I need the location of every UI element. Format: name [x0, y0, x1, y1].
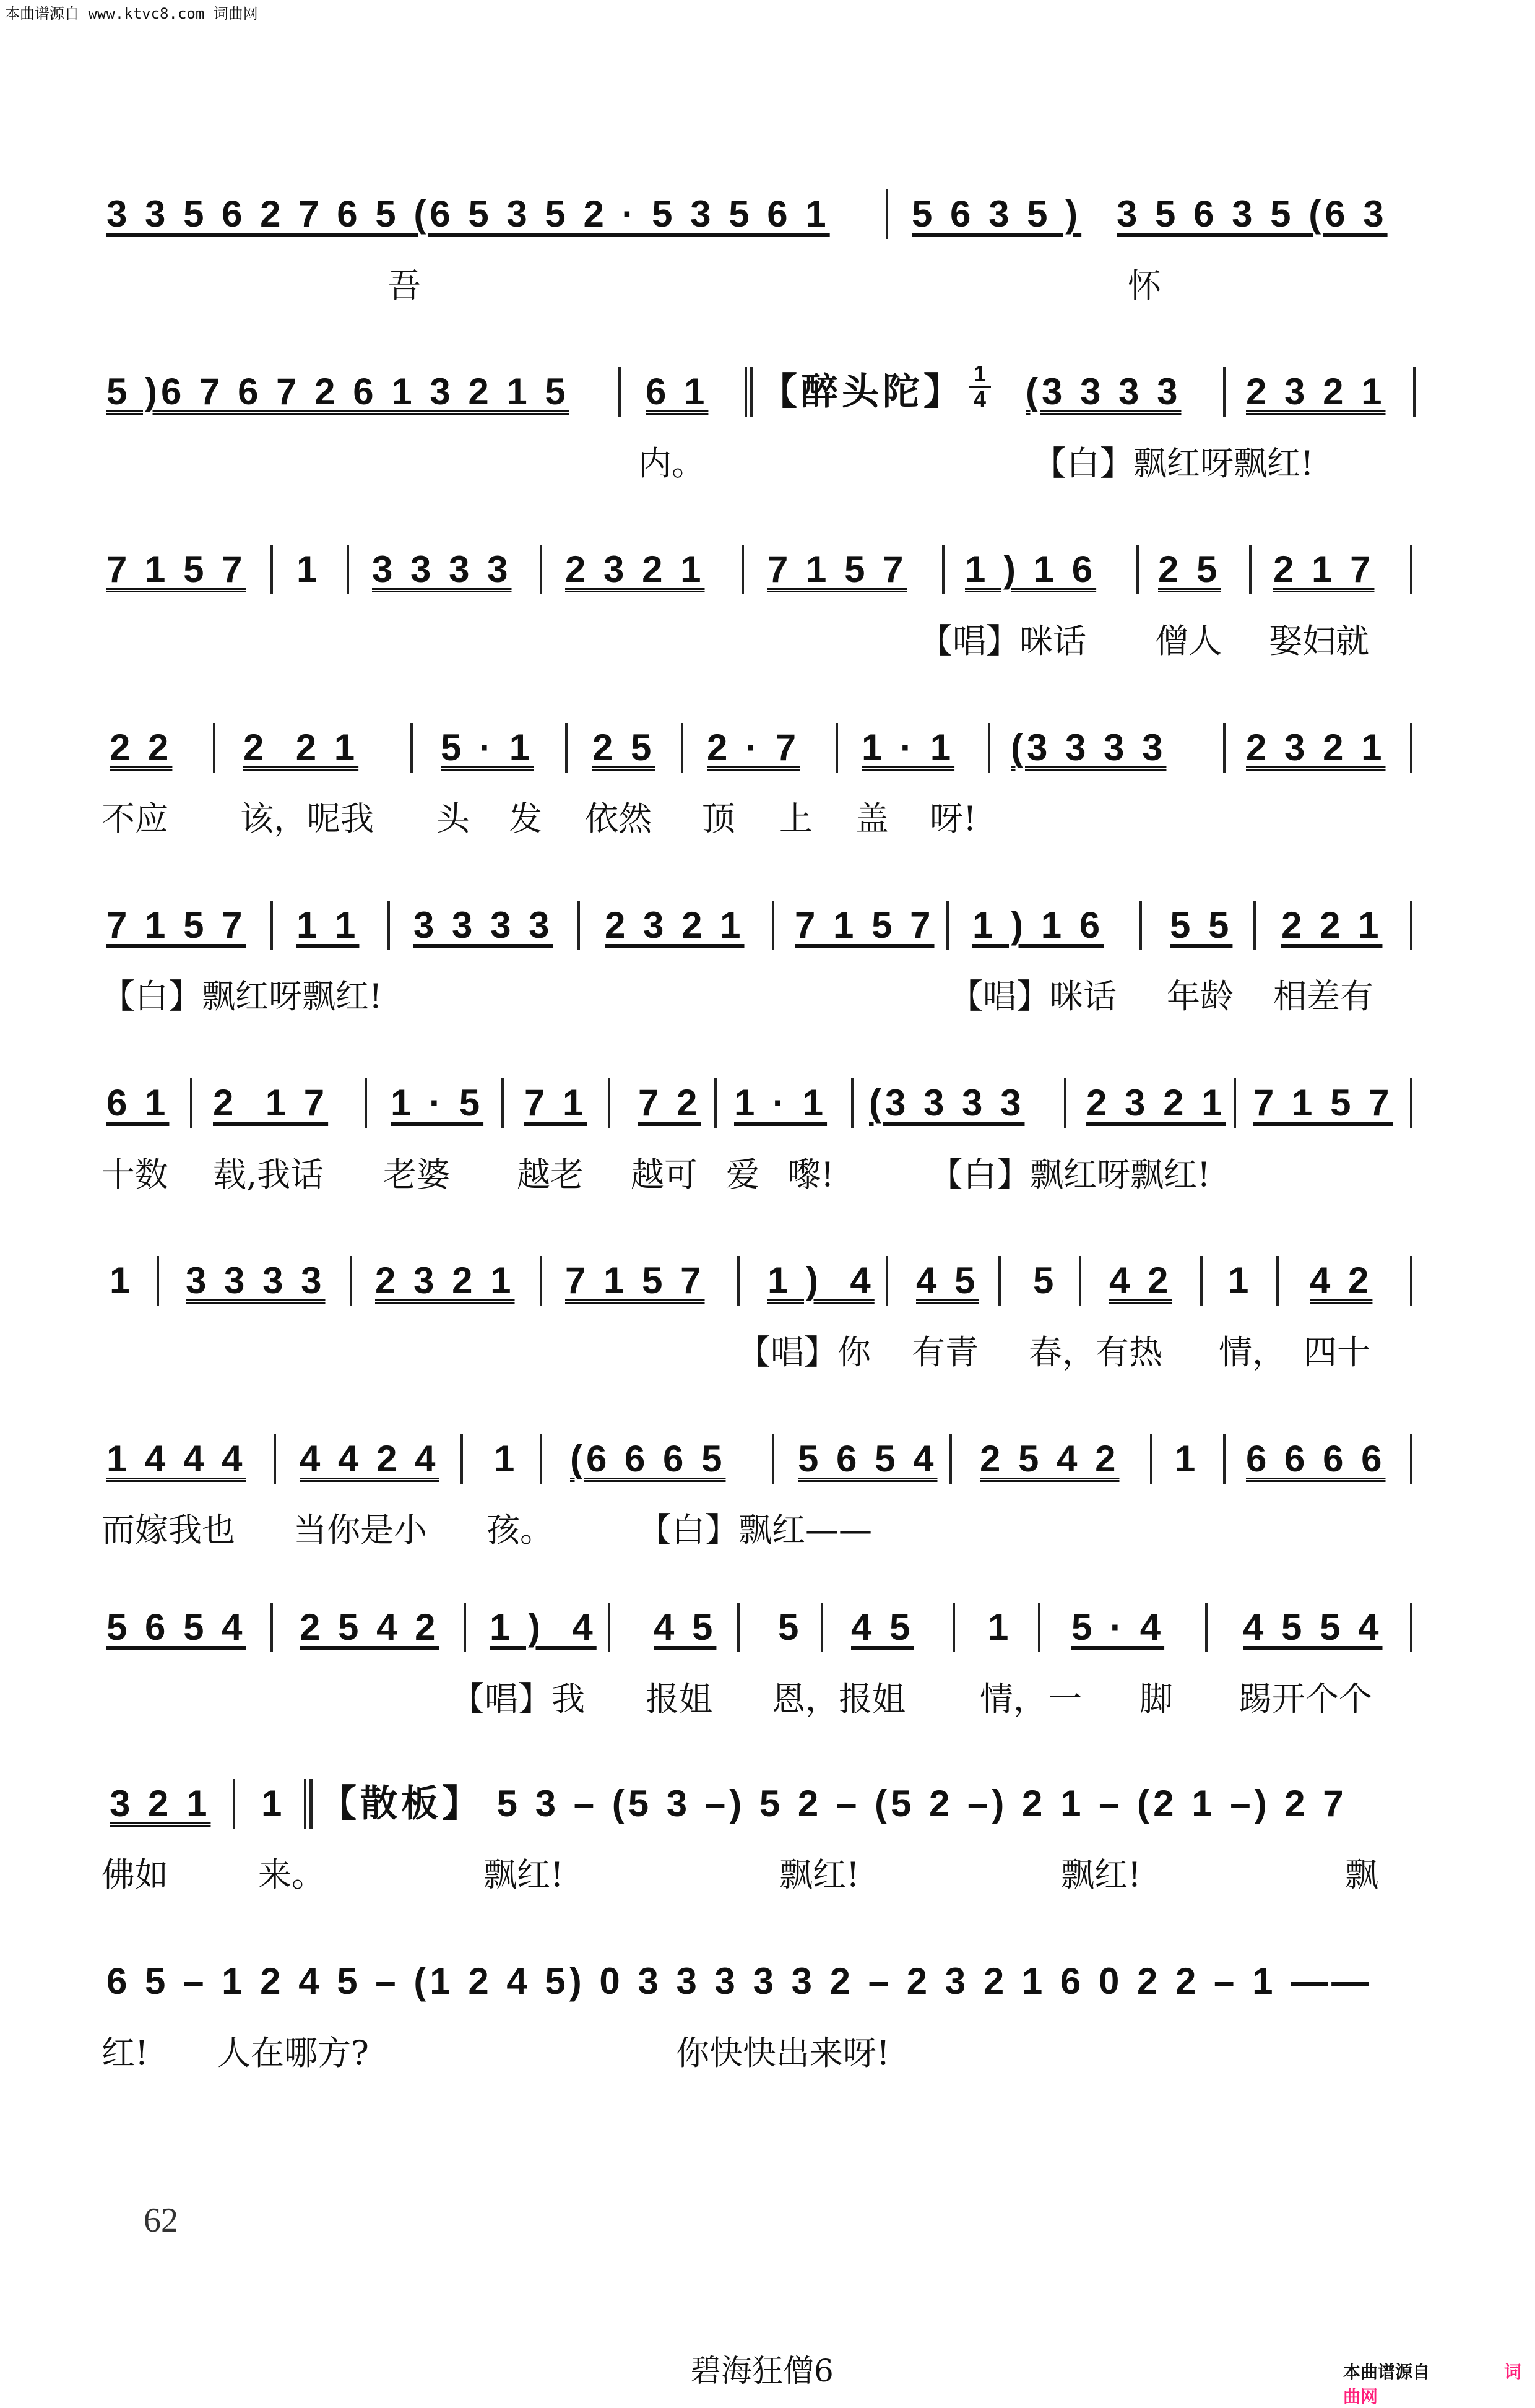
lyric: 越可 — [631, 1155, 698, 1194]
lyric: 报姐 — [646, 1679, 712, 1718]
lyric: 脚 — [1139, 1679, 1173, 1718]
lyric: 【唱】咪话 — [949, 977, 1117, 1016]
measure: 7 1 5 7 — [795, 904, 935, 946]
measure: 6 1 — [646, 371, 709, 412]
lyric: 内。 — [638, 444, 705, 483]
lyric: 人在哪方? — [217, 2033, 369, 2072]
barline — [1223, 367, 1226, 417]
measure: 4 4 2 4 — [300, 1438, 439, 1479]
barline — [946, 901, 949, 950]
measure: 4 5 — [851, 1606, 914, 1648]
barline — [1410, 901, 1412, 950]
measure: 4 2 — [1310, 1260, 1373, 1301]
measure: 5 — [778, 1606, 803, 1648]
barline — [1410, 1603, 1412, 1652]
lyric: 飘红! — [779, 1855, 860, 1894]
lyric: 有青 — [912, 1333, 979, 1372]
measure: 7 1 — [524, 1082, 587, 1124]
barline — [1200, 1256, 1203, 1306]
lyric: 吾 — [387, 266, 421, 305]
barline — [460, 1434, 463, 1484]
lyric: 【唱】咪话 — [919, 621, 1086, 660]
barline — [1276, 1256, 1279, 1306]
lyric: 爱 — [726, 1155, 759, 1194]
lyric: 【唱】我 — [451, 1679, 585, 1718]
measure: 7 1 5 7 — [106, 548, 246, 590]
barline — [1064, 1078, 1066, 1128]
barline — [821, 1603, 823, 1652]
watermark-top: 本曲谱源自 www.ktvc8.com 词曲网 — [5, 5, 258, 22]
lyric: 情， — [980, 1679, 1047, 1718]
lyric: 当你是小 — [293, 1510, 427, 1549]
measure: 5 6 5 4 — [106, 1606, 246, 1648]
barline — [1223, 1434, 1226, 1484]
watermark-bottom — [1343, 2358, 1535, 2408]
barline — [1410, 545, 1412, 594]
lyric: 恩，报姐 — [772, 1679, 906, 1718]
barline — [851, 1078, 854, 1128]
measure: 【散板】 5 3 – (5 3 –) 5 2 – (5 2 –) 2 1 – (2 1 –) 2 7 — [319, 1783, 1347, 1824]
measure: 2 3 2 1 — [605, 904, 745, 946]
barline — [157, 1256, 159, 1306]
lyric: 孩。 — [486, 1510, 553, 1549]
lyric: 飘 — [1345, 1855, 1378, 1894]
measure: 4 2 — [1109, 1260, 1172, 1301]
barline — [714, 1078, 717, 1128]
barline — [1253, 901, 1256, 950]
lyric: 老婆 — [383, 1155, 450, 1194]
measure: 5 5 — [1170, 904, 1233, 946]
measure: (6 6 6 5 — [570, 1438, 726, 1479]
barline — [274, 1434, 276, 1484]
barline — [737, 1603, 740, 1652]
barline — [1410, 1256, 1412, 1306]
measure: 【醉头陀】 — [760, 371, 964, 412]
measure: 1 — [296, 548, 321, 590]
barline — [540, 1256, 542, 1306]
lyric: 上 — [779, 799, 813, 838]
lyric: 四十 — [1304, 1333, 1370, 1372]
lyric: 【白】飘红呀飘红! — [102, 977, 383, 1016]
measure: 1 · 1 — [862, 727, 955, 768]
measure: 1 — [110, 1260, 134, 1301]
measure: 2 3 2 1 — [1086, 1082, 1226, 1124]
barline — [1413, 367, 1416, 417]
measure: (3 3 3 3 — [1026, 371, 1182, 412]
lyric: 该，呢我 — [240, 799, 374, 838]
lyric: 飘红! — [483, 1855, 564, 1894]
lyric: 而嫁我也 — [102, 1510, 235, 1549]
barline — [270, 901, 273, 950]
barline — [836, 723, 838, 773]
lyric: 来。 — [258, 1855, 325, 1894]
measure: 4 5 — [654, 1606, 717, 1648]
lyric: 头 — [436, 799, 470, 838]
barline — [501, 1078, 504, 1128]
lyric: 【白】飘红呀飘红! — [930, 1155, 1211, 1194]
barline — [998, 1256, 1001, 1306]
measure: 2 1 7 — [213, 1082, 329, 1124]
measure: 2 · 7 — [707, 727, 800, 768]
measure: 2 2 1 — [243, 727, 359, 768]
time-signature-denominator: 4 — [973, 386, 987, 412]
measure: 3 2 1 — [110, 1783, 211, 1824]
barline — [540, 1434, 542, 1484]
measure: 2 2 — [110, 727, 173, 768]
measure: 1 4 4 4 — [106, 1438, 246, 1479]
barline — [949, 1434, 952, 1484]
barline — [608, 1603, 610, 1652]
barline — [1150, 1434, 1152, 1484]
lyric: 年龄 — [1167, 977, 1234, 1016]
lyric: 僧人 — [1155, 621, 1222, 660]
barline — [1079, 1256, 1081, 1306]
measure: 2 3 2 1 — [565, 548, 705, 590]
lyric: 踢开个个 — [1239, 1679, 1372, 1718]
barline — [1234, 1078, 1236, 1128]
measure: (3 3 3 3 — [1011, 727, 1167, 768]
lyric: 怀 — [1128, 266, 1161, 305]
barline — [772, 1434, 774, 1484]
barline — [270, 545, 273, 594]
lyric: 不应 — [102, 799, 168, 838]
barline — [347, 545, 349, 594]
time-signature-numerator: 1 — [969, 362, 991, 388]
lyric: 【白】飘红—— — [638, 1510, 872, 1549]
double-barline — [304, 1779, 313, 1829]
barline — [464, 1603, 466, 1652]
lyric: 依然 — [585, 799, 652, 838]
barline — [1410, 723, 1412, 773]
measure: 2 3 2 1 — [1246, 371, 1386, 412]
measure: 5 6 5 4 — [798, 1438, 938, 1479]
lyric: 佛如 — [102, 1855, 168, 1894]
measure: 1 1 — [296, 904, 360, 946]
measure: 2 5 — [592, 727, 655, 768]
lyric: 你快快出来呀! — [676, 2033, 890, 2072]
lyric: 呀! — [930, 799, 977, 838]
measure: 6 5 – 1 2 4 5 – (1 2 4 5) 0 3 3 3 3 3 2 – 2 3 2 1 6 0 2 2 – 1 —— — [106, 1960, 1373, 2002]
measure: 3 5 6 3 5 (6 3 — [1117, 193, 1388, 235]
barline — [1410, 1078, 1412, 1128]
barline — [577, 901, 580, 950]
barline — [1249, 545, 1252, 594]
lyric: 盖 — [855, 799, 889, 838]
barline — [540, 545, 542, 594]
lyric: 相差有 — [1273, 977, 1373, 1016]
lyric: 十数 — [102, 1155, 168, 1194]
measure: 2 3 2 1 — [375, 1260, 515, 1301]
measure: 7 1 5 7 — [767, 548, 907, 590]
barline — [1410, 1434, 1412, 1484]
measure: 2 5 4 2 — [980, 1438, 1120, 1479]
barline — [1205, 1603, 1208, 1652]
measure: 2 1 7 — [1273, 548, 1375, 590]
measure: 5 6 3 5 ) — [912, 193, 1082, 235]
barline — [233, 1779, 235, 1829]
measure: 1 · 5 — [391, 1082, 484, 1124]
barline — [742, 545, 744, 594]
barline — [942, 545, 945, 594]
double-barline — [745, 367, 753, 417]
barline — [681, 723, 683, 773]
barline — [1038, 1603, 1040, 1652]
lyric: 嚟! — [787, 1155, 834, 1194]
lyric: 【白】飘红呀飘红! — [1033, 444, 1314, 483]
measure: 1 ) 1 6 — [972, 904, 1104, 946]
barline — [608, 1078, 610, 1128]
measure: 3 3 3 3 — [413, 904, 553, 946]
measure: 3 3 3 3 — [186, 1260, 326, 1301]
barline — [565, 723, 568, 773]
measure: 1 — [1175, 1438, 1200, 1479]
measure: 7 1 5 7 — [106, 904, 246, 946]
measure: 1 ) 4 — [490, 1606, 597, 1648]
lyric: 飘红! — [1061, 1855, 1141, 1894]
measure: 5 )6 7 6 7 2 6 1 3 2 1 5 — [106, 371, 569, 412]
measure: 3 3 5 6 2 7 6 5 (6 5 3 5 2 · 5 3 5 6 1 — [106, 193, 830, 235]
measure: 2 5 — [1158, 548, 1221, 590]
measure: 1 — [494, 1438, 519, 1479]
lyric: 情， — [1219, 1333, 1286, 1372]
barline — [387, 901, 390, 950]
barline — [1139, 901, 1142, 950]
barline — [270, 1603, 273, 1652]
lyric: 娶妇就 — [1269, 621, 1369, 660]
measure: 1 · 1 — [734, 1082, 828, 1124]
barline — [350, 1256, 352, 1306]
barline — [953, 1603, 955, 1652]
measure: 6 1 — [106, 1082, 170, 1124]
measure: 5 — [1033, 1260, 1058, 1301]
measure: 4 5 5 4 — [1243, 1606, 1383, 1648]
lyric: 发 — [509, 799, 542, 838]
barline — [772, 901, 774, 950]
footer-title: 碧海狂僧6 — [690, 2353, 834, 2389]
measure: 2 5 4 2 — [300, 1606, 439, 1648]
measure: 1 ) 4 — [767, 1260, 875, 1301]
barline — [190, 1078, 192, 1128]
measure: 1 — [1228, 1260, 1253, 1301]
measure: 4 5 — [916, 1260, 979, 1301]
measure: 2 3 2 1 — [1246, 727, 1386, 768]
page-number: 62 — [144, 2201, 178, 2240]
lyric: 一 — [1049, 1679, 1082, 1718]
measure: 5 · 1 — [441, 727, 534, 768]
measure: 5 · 4 — [1071, 1606, 1165, 1648]
measure: (3 3 3 3 — [869, 1082, 1025, 1124]
barline — [886, 1256, 888, 1306]
barline — [618, 367, 621, 417]
lyric: 春，有热 — [1029, 1333, 1162, 1372]
measure: 1 — [261, 1783, 286, 1824]
measure: 1 ) 1 6 — [965, 548, 1097, 590]
barline — [213, 723, 215, 773]
barline — [1223, 723, 1226, 773]
measure: 2 2 1 — [1281, 904, 1383, 946]
measure: 6 6 6 6 — [1246, 1438, 1386, 1479]
barline — [886, 189, 888, 239]
lyric: 载,我话 — [213, 1155, 324, 1194]
barline — [410, 723, 413, 773]
lyric: 越老 — [517, 1155, 584, 1194]
barline — [737, 1256, 740, 1306]
time-signature — [969, 362, 991, 411]
barline — [365, 1078, 367, 1128]
watermark-bottom-right: 词曲网 — [1343, 2362, 1522, 2406]
lyric: 顶 — [702, 799, 735, 838]
measure: 7 1 5 7 — [1253, 1082, 1393, 1124]
measure: 7 2 — [638, 1082, 701, 1124]
measure: 7 1 5 7 — [565, 1260, 705, 1301]
barline — [988, 723, 990, 773]
measure: 3 3 3 3 — [372, 548, 512, 590]
measure: 1 — [988, 1606, 1013, 1648]
lyric: 红! — [102, 2033, 149, 2072]
barline — [1136, 545, 1139, 594]
lyric: 【唱】你 — [737, 1333, 871, 1372]
watermark-bottom-left: 本曲谱源自 — [1343, 2362, 1430, 2381]
